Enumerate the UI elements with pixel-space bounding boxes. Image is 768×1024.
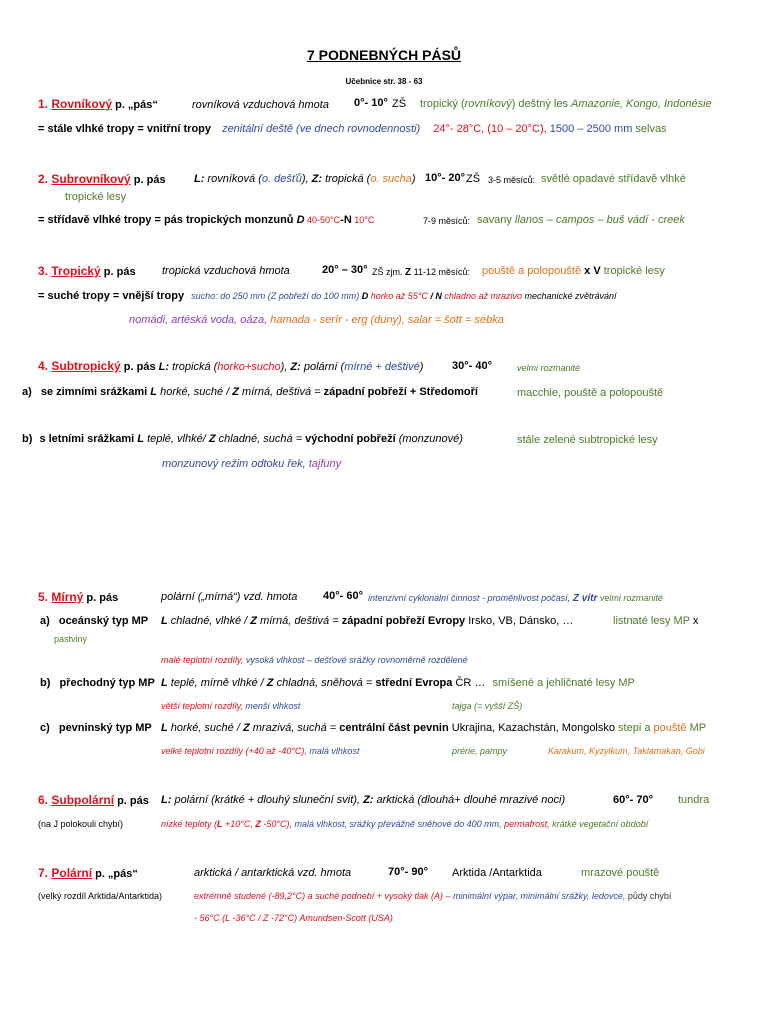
list-marker: b) bbox=[40, 677, 51, 689]
section-4-line-1 bbox=[38, 359, 423, 374]
vegetation: selvas bbox=[635, 123, 667, 135]
winter-label: Z bbox=[208, 433, 216, 445]
belt-label: p. pás bbox=[100, 266, 136, 278]
region: Arktida /Antarktida bbox=[452, 867, 542, 879]
section-5b-line-3 bbox=[161, 701, 300, 711]
text: ) bbox=[411, 173, 416, 185]
text: velké teplotní rozdíly (+40 až -40°C), bbox=[161, 746, 307, 756]
page-subtitle: Učebnice str. 38 - 63 bbox=[345, 77, 423, 86]
text: mírná, deštivá = bbox=[257, 615, 339, 627]
section-5-line-1 bbox=[38, 590, 118, 605]
day-label: D bbox=[296, 214, 305, 226]
section-name: Polární bbox=[51, 866, 93, 880]
latitude: 40°- 60° bbox=[323, 590, 363, 602]
temperature: chladno až mrazivo bbox=[444, 291, 522, 301]
desert-names: Karakum, Kyzylkum, Taklamakan, Gobi bbox=[548, 746, 705, 756]
winter-label: Z: bbox=[363, 794, 374, 806]
section-name: Subtropický bbox=[51, 359, 121, 373]
winter-label: Z bbox=[232, 386, 239, 398]
text: permafrost, bbox=[501, 819, 550, 829]
subtype-name: pevninský typ MP bbox=[58, 722, 152, 734]
day-label: D bbox=[359, 291, 371, 301]
weather-note bbox=[368, 593, 663, 604]
summer-label: L bbox=[161, 677, 168, 689]
list-marker: a) bbox=[22, 386, 32, 398]
section-5a bbox=[40, 615, 148, 628]
text: o. dešťů bbox=[261, 173, 302, 185]
section-name: Subrovníkový bbox=[51, 172, 131, 186]
hemisphere-note: (na J polokouli chybí) bbox=[38, 819, 124, 829]
air-mass: rovníková vzduchová hmota bbox=[192, 99, 329, 111]
summer-label: L: bbox=[158, 361, 170, 373]
latitude: 30°- 40° bbox=[452, 360, 492, 372]
vegetation: stepi a bbox=[615, 722, 651, 734]
section-number: 3. bbox=[38, 264, 49, 278]
section-number: 6. bbox=[38, 793, 49, 807]
section-5c-line-3 bbox=[161, 746, 359, 756]
summer-label: L bbox=[137, 433, 145, 445]
text: ZŠ zjm. bbox=[372, 267, 405, 277]
text: horko+sucho bbox=[217, 361, 281, 373]
summer-label: L bbox=[150, 386, 158, 398]
winter-label: Z bbox=[266, 677, 274, 689]
winter-label: Z: bbox=[290, 361, 301, 373]
section-6-line-1 bbox=[38, 793, 149, 808]
section-4b bbox=[22, 433, 463, 446]
veg-part: rovníkový bbox=[464, 98, 512, 110]
section-5a-line-3 bbox=[161, 655, 468, 665]
vegetation-cont: pastviny bbox=[54, 634, 88, 644]
text: větší teplotní rozdíly, bbox=[161, 701, 243, 711]
text: mrazivá, suchá = bbox=[249, 722, 337, 734]
zone-abbr: ZŠ bbox=[466, 173, 481, 185]
text: teplé, vlhké/ bbox=[144, 433, 209, 445]
weathering: mechanické zvětrávání bbox=[521, 291, 617, 301]
veg-part: llanos – campos – buš vádí - creek bbox=[514, 214, 685, 226]
section-6-line-2 bbox=[161, 819, 648, 829]
section-3-line-3 bbox=[129, 314, 504, 326]
text: ), bbox=[301, 173, 312, 185]
text: teplé, mírně vlhké / bbox=[167, 677, 267, 689]
latitude: 70°- 90° bbox=[388, 866, 428, 878]
text: mírná, deštivá = bbox=[238, 386, 321, 398]
page-title: 7 PODNEBNÝCH PÁSŮ bbox=[306, 47, 462, 63]
veg-part: pouště a polopouště bbox=[482, 265, 582, 277]
list-marker: c) bbox=[40, 722, 50, 734]
text: horké, suché / bbox=[157, 386, 233, 398]
section-3-line-2 bbox=[38, 290, 617, 303]
section-number: 4. bbox=[38, 359, 49, 373]
text: L bbox=[217, 819, 223, 829]
text: mírné + deštivé bbox=[344, 361, 420, 373]
text: malá vlhkost bbox=[306, 746, 360, 756]
months: 7-9 měsíců: bbox=[423, 216, 471, 226]
temperature: 10°C bbox=[351, 215, 375, 225]
taiga-note: tajga (= vyšší ZŠ) bbox=[452, 701, 523, 711]
text: Z bbox=[405, 267, 412, 278]
vegetation: stále zelené subtropické lesy bbox=[517, 434, 658, 446]
text: tropická ( bbox=[322, 173, 371, 185]
text: polární (krátké + dlouhý sluneční svit), bbox=[171, 794, 364, 806]
night-label: -N bbox=[340, 214, 352, 226]
vegetation: mrazové pouště bbox=[581, 867, 660, 879]
latitude: 10°- 20° bbox=[425, 172, 465, 184]
text: ) bbox=[419, 361, 424, 373]
climate-alias: = suché tropy = vnější tropy bbox=[38, 290, 185, 302]
text: minimální výpar, minimální srážky, bbox=[450, 891, 590, 901]
summer-label: L: bbox=[194, 173, 205, 185]
zone-abbr: ZŠ bbox=[392, 98, 407, 110]
summer-label: L: bbox=[161, 794, 172, 806]
text: velmi rozmanité bbox=[597, 593, 663, 603]
air-mass: tropická vzduchová hmota bbox=[162, 265, 290, 277]
section-3-line-1 bbox=[38, 264, 136, 279]
text: malé teplotní rozdíly, bbox=[161, 655, 244, 665]
section-number: 7. bbox=[38, 866, 49, 880]
section-number: 2. bbox=[38, 172, 49, 186]
text: ledovce, bbox=[589, 891, 626, 901]
veg-part: ) deštný les bbox=[511, 98, 572, 110]
section-4b-line-2 bbox=[162, 458, 341, 470]
text: tropická ( bbox=[169, 361, 218, 373]
latitude: 0°- 10° bbox=[354, 97, 388, 109]
text: malá vlhkost, srážky převážně sněhové do 400 mm, bbox=[292, 819, 502, 829]
text: polární ( bbox=[300, 361, 345, 373]
section-1-line-1 bbox=[38, 97, 158, 112]
text: x bbox=[689, 615, 699, 627]
subtype-name: přechodný typ MP bbox=[59, 677, 155, 689]
section-7-line-2 bbox=[194, 891, 671, 901]
subtype-name: oceánský typ MP bbox=[58, 615, 149, 627]
belt-label: p. pás bbox=[130, 174, 166, 186]
section-1-line-2 bbox=[38, 123, 667, 136]
zone-abbr bbox=[372, 267, 470, 278]
night-label: / N bbox=[427, 291, 445, 301]
region: západní pobřeží Evropy bbox=[338, 615, 466, 627]
text: chladná, sněhová = bbox=[273, 677, 373, 689]
temperature: 40-50°C bbox=[304, 215, 341, 225]
belt-label: p. pás bbox=[114, 795, 149, 807]
section-5c-detail bbox=[161, 722, 706, 734]
belt-label: p. pás bbox=[83, 592, 119, 604]
subtype-name: se zimními srážkami bbox=[40, 386, 151, 398]
section-7-line-1 bbox=[38, 866, 138, 881]
vegetation: smíšené a jehličnaté lesy MP bbox=[492, 677, 635, 689]
desert-types: hamada - serír - erg (duny), salar = šott = sebka bbox=[267, 314, 504, 326]
text: Z vítr bbox=[570, 593, 598, 604]
section-7-line-3: - 56°C (L -36°C / Z -72°C) Amundsen-Scott (USA) bbox=[194, 913, 393, 923]
text: intenzivní cyklonální činnost - proměnlivost počasí, bbox=[368, 593, 571, 603]
section-5b-detail bbox=[161, 677, 635, 689]
veg-part: savany bbox=[477, 214, 515, 226]
text: listnaté lesy MP bbox=[613, 615, 690, 627]
text: +10°C, bbox=[222, 819, 256, 829]
section-name: Mírný bbox=[51, 590, 84, 604]
text: tajfuny bbox=[305, 458, 342, 470]
summer-label: L bbox=[161, 615, 168, 627]
grassland-names: prérie, pampy bbox=[452, 746, 508, 756]
section-2-line-1 bbox=[38, 172, 166, 187]
section-number: 5. bbox=[38, 590, 49, 604]
rain-note: zenitální deště (ve dnech rovnodennosti) bbox=[222, 123, 421, 135]
vegetation bbox=[482, 265, 665, 277]
months: 3-5 měsíců: bbox=[488, 175, 536, 185]
text: krátké vegetační období bbox=[549, 819, 649, 829]
vegetation bbox=[420, 98, 712, 110]
latitude: 60°- 70° bbox=[613, 794, 653, 806]
text: nízké teploty ( bbox=[161, 819, 218, 829]
vegetation: macchie, pouště a polopouště bbox=[517, 387, 664, 399]
text: Z bbox=[255, 819, 261, 829]
air-mass: polární („mírná“) vzd. hmota bbox=[161, 591, 298, 603]
latitude: 20° – 30° bbox=[322, 264, 368, 276]
text: chladné, suchá = bbox=[215, 433, 303, 445]
region: východní pobřeží bbox=[302, 433, 396, 445]
belt-label: p. „pás“ bbox=[92, 868, 138, 880]
text: arktická (dlouhá+ dlouhé mrazivé noci) bbox=[373, 794, 566, 806]
text: extrémně studené (-89,2°C) a suché podnebí + vysoký tlak (A) – bbox=[194, 891, 451, 901]
precipitation: sucho: do 250 mm (Z pobřeží do 100 mm) bbox=[191, 291, 360, 301]
list-marker: a) bbox=[40, 615, 50, 627]
countries: Irsko, VB, Dánsko, … bbox=[465, 615, 574, 627]
region: centrální část pevnin bbox=[336, 722, 449, 734]
subtype-name: s letními srážkami bbox=[39, 433, 138, 445]
section-2-line-2 bbox=[38, 214, 374, 227]
difference-note: (velký rozdíl Arktida/Antarktida) bbox=[38, 891, 163, 901]
section-number: 1. bbox=[38, 97, 49, 111]
winter-label: Z: bbox=[311, 173, 323, 185]
climate-alias: = střídavě vlhké tropy = pás tropických monzunů bbox=[38, 214, 297, 226]
belt-label: p. „pás“ bbox=[112, 99, 158, 111]
diversity-note: velmi rozmanité bbox=[517, 363, 581, 373]
veg-part: tropické lesy bbox=[603, 265, 665, 277]
vegetation: světlé opadavé střídavě vlhké bbox=[541, 173, 686, 185]
summer-label: L bbox=[161, 722, 168, 734]
text: 11-12 měsíců: bbox=[411, 267, 470, 277]
text: vysoká vlhkost – dešťové srážky rovnoměrně rozdělené bbox=[243, 655, 468, 665]
precipitation: 1500 – 2500 mm bbox=[549, 123, 633, 135]
air-mass bbox=[161, 794, 565, 806]
text: -50°C), bbox=[260, 819, 293, 829]
region: západní pobřeží + Středomoří bbox=[320, 386, 478, 398]
section-name: Tropický bbox=[51, 264, 101, 278]
veg-part: x V bbox=[581, 265, 604, 277]
list-marker: b) bbox=[22, 433, 33, 445]
winter-label: Z bbox=[242, 722, 250, 734]
section-4a bbox=[22, 386, 478, 399]
countries: ČR … bbox=[452, 677, 486, 689]
text: o. sucha bbox=[370, 173, 412, 185]
vegetation bbox=[613, 615, 698, 627]
text: monzunový režim odtoku řek, bbox=[162, 458, 306, 470]
vegetation: tundra bbox=[678, 794, 710, 806]
section-name: Subpolární bbox=[51, 793, 115, 807]
text: ), bbox=[280, 361, 291, 373]
region: střední Evropa bbox=[372, 677, 453, 689]
belt-label: p. pás bbox=[120, 361, 159, 373]
text: (monzunové) bbox=[395, 433, 463, 445]
climate-alias: = stále vlhké tropy = vnitřní tropy bbox=[38, 123, 211, 135]
air-mass bbox=[194, 173, 416, 185]
text: menší vlhkost bbox=[242, 701, 301, 711]
vegetation bbox=[477, 214, 685, 226]
text: rovníková ( bbox=[204, 173, 262, 185]
vegetation: MP bbox=[686, 722, 707, 734]
air-mass: arktická / antarktická vzd. hmota bbox=[194, 867, 352, 879]
section-name: Rovníkový bbox=[51, 97, 113, 111]
text: půdy chybí bbox=[625, 891, 672, 901]
section-5c bbox=[40, 722, 152, 735]
section-5b bbox=[40, 677, 155, 690]
section-5a-detail bbox=[161, 615, 573, 627]
vegetation-cont: tropické lesy bbox=[65, 191, 127, 203]
winter-label: Z bbox=[250, 615, 258, 627]
veg-part: Amazonie, Kongo, Indonésie bbox=[571, 98, 712, 110]
temperature: horko až 55°C bbox=[370, 291, 428, 301]
vegetation: pouště bbox=[650, 722, 687, 734]
countries: Ukrajina, Kazachstán, Mongolsko bbox=[448, 722, 615, 734]
text: chladné, vlhké / bbox=[167, 615, 251, 627]
temperature: 24°- 28°C, (10 – 20°C), bbox=[433, 123, 547, 135]
veg-part: tropický ( bbox=[420, 98, 465, 110]
features: nomádi, artéská voda, oáza, bbox=[129, 314, 268, 326]
text: horké, suché / bbox=[167, 722, 243, 734]
